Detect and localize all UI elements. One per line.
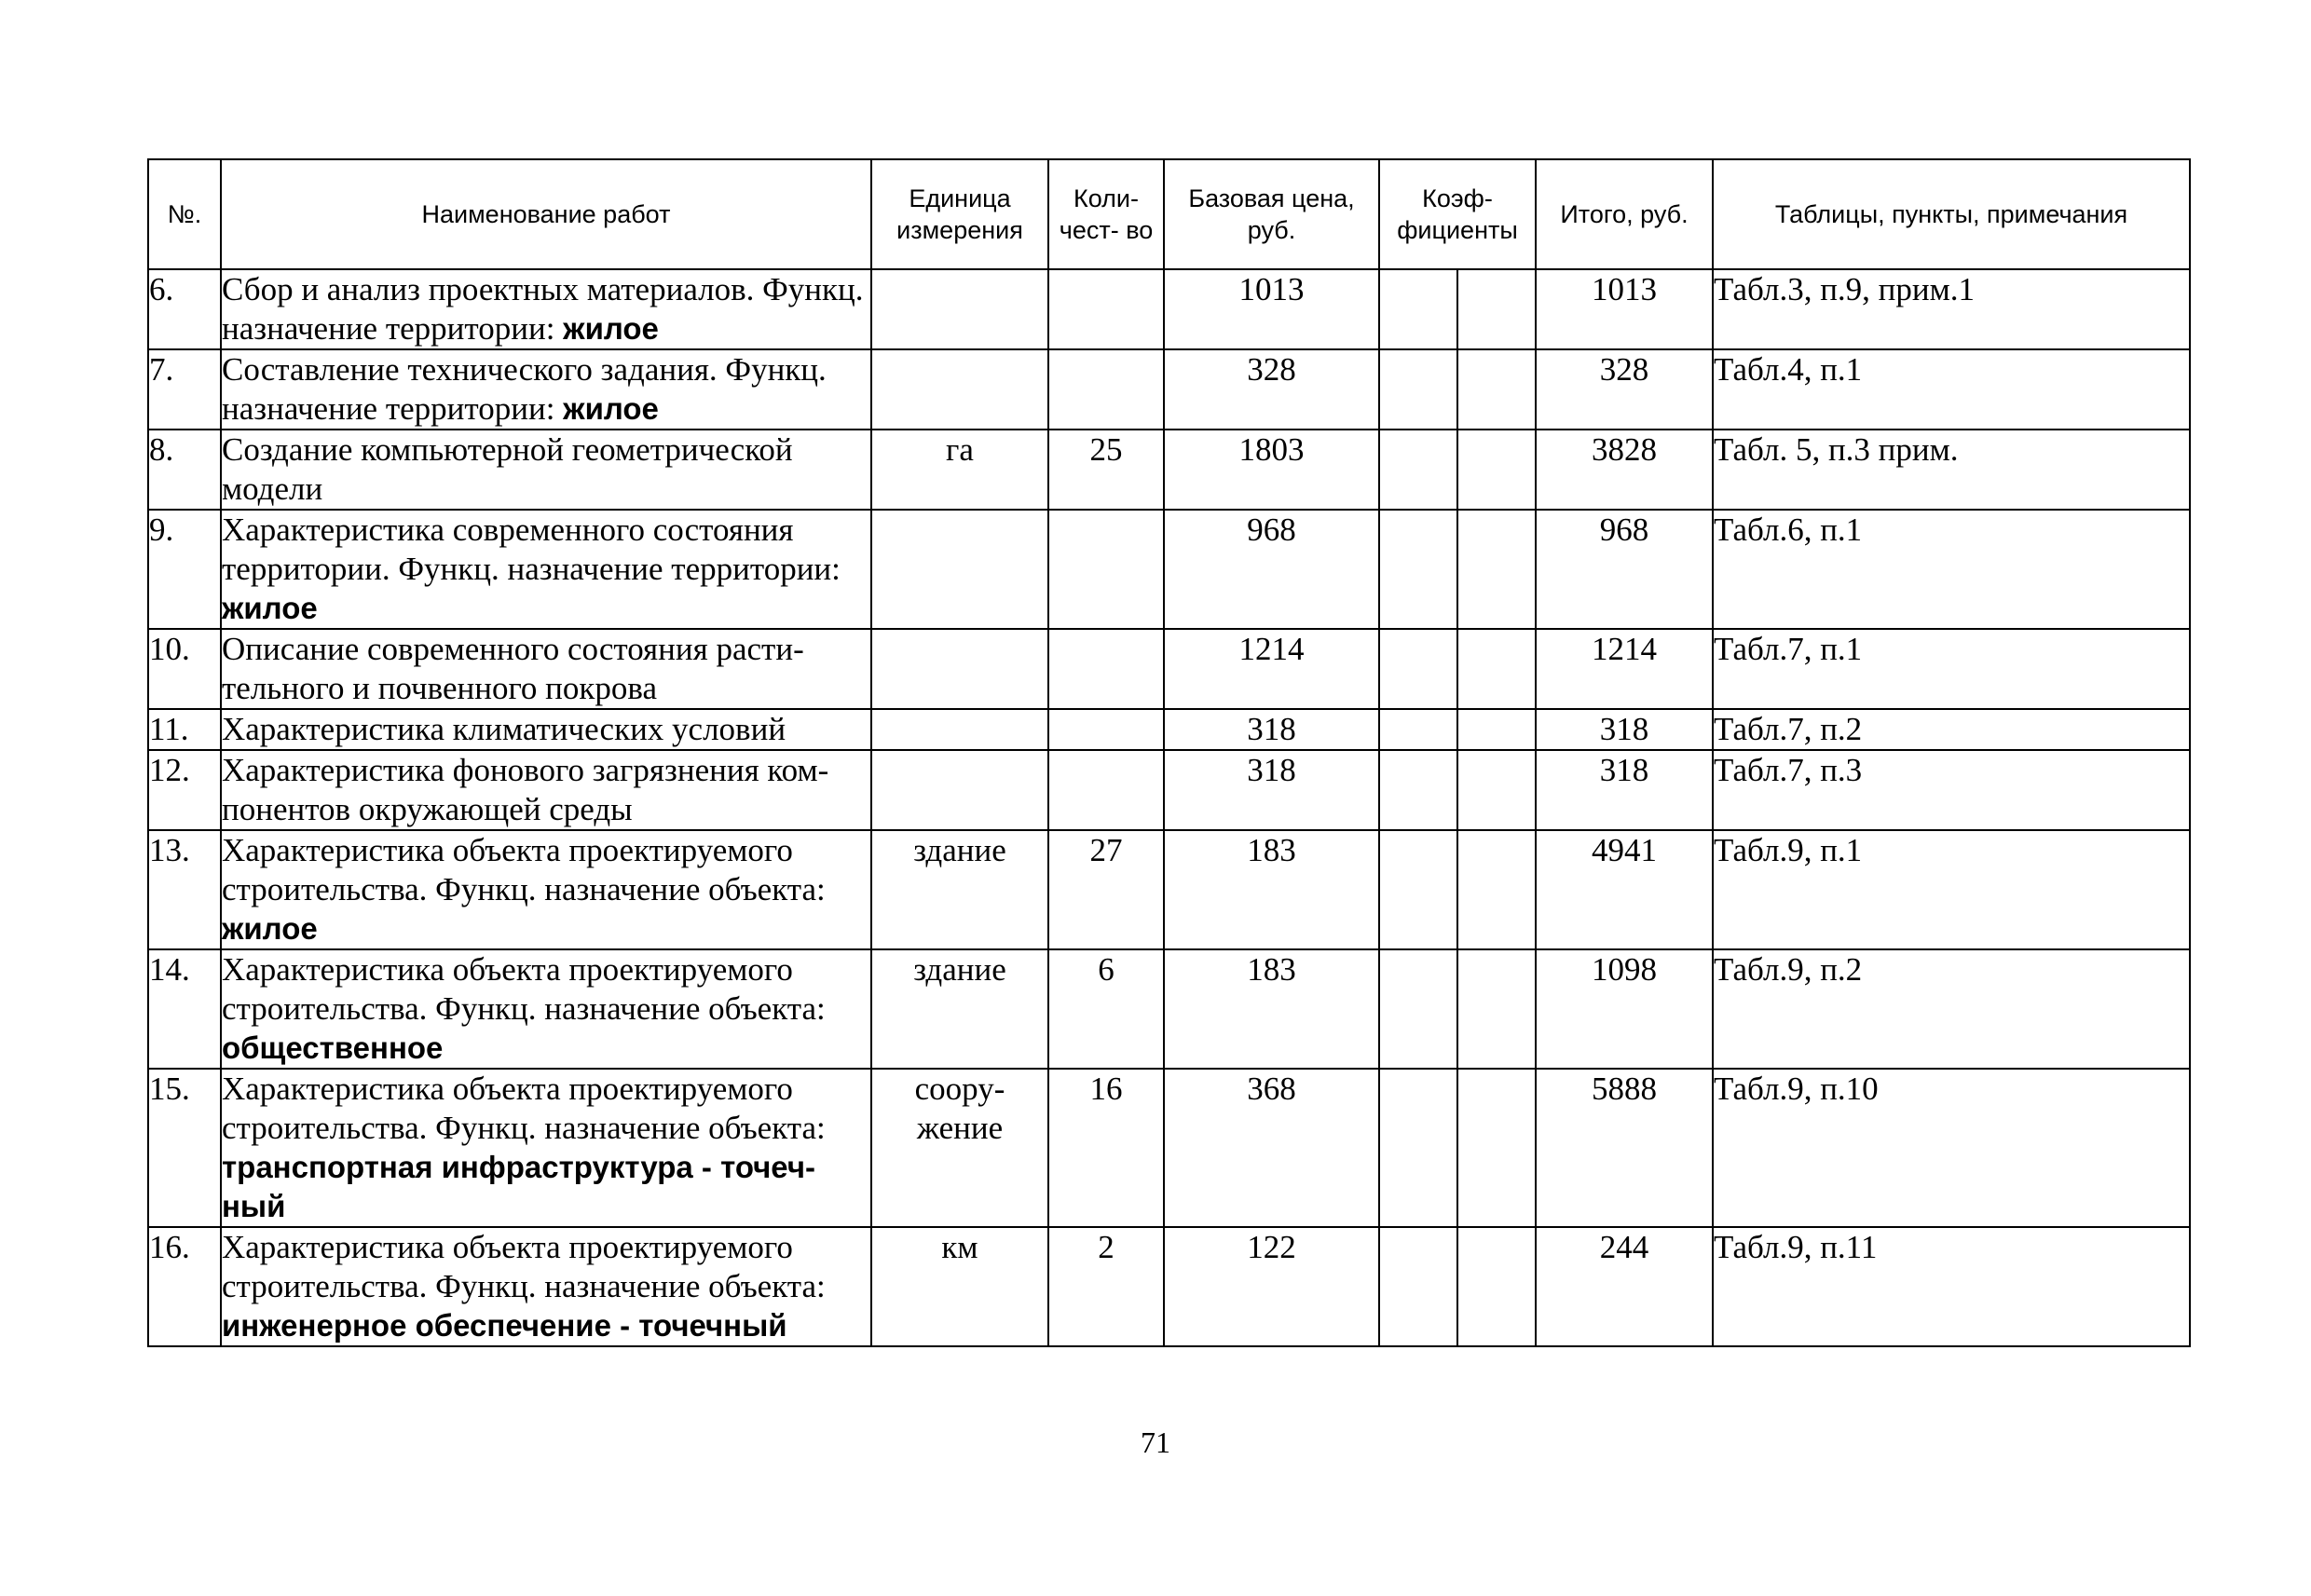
table-row	[148, 629, 2190, 709]
cell-unit: соору- жение	[871, 1069, 1048, 1227]
cell-unit: км	[871, 1227, 1048, 1346]
cell-qty: 27	[1048, 830, 1164, 949]
cell-num: 12.	[148, 750, 221, 830]
cell-total: 318	[1536, 750, 1713, 830]
table-row	[148, 510, 2190, 629]
cell-unit: здание	[871, 949, 1048, 1069]
cell-price: 1803	[1164, 430, 1379, 510]
cell-notes: Табл.9, п.11	[1713, 1227, 2190, 1346]
header-notes: Таблицы, пункты, примечания	[1713, 159, 2190, 269]
cell-num: 13.	[148, 830, 221, 949]
table-header-row	[148, 159, 2190, 269]
cell-price: 183	[1164, 830, 1379, 949]
cell-notes: Табл.9, п.2	[1713, 949, 2190, 1069]
cell-coef2	[1457, 430, 1536, 510]
cell-coef2	[1457, 629, 1536, 709]
cell-total: 4941	[1536, 830, 1713, 949]
cell-unit	[871, 269, 1048, 349]
cell-qty	[1048, 349, 1164, 430]
cell-price: 1013	[1164, 269, 1379, 349]
table-row	[148, 1069, 2190, 1227]
cell-coef1	[1379, 349, 1457, 430]
work-function-value: жилое	[563, 311, 659, 346]
cell-coef2	[1457, 830, 1536, 949]
table-row	[148, 1227, 2190, 1346]
cell-total: 1013	[1536, 269, 1713, 349]
cell-notes: Табл.9, п.1	[1713, 830, 2190, 949]
cell-total: 968	[1536, 510, 1713, 629]
table-row	[148, 830, 2190, 949]
cell-price: 122	[1164, 1227, 1379, 1346]
cell-qty: 16	[1048, 1069, 1164, 1227]
cell-notes: Табл.9, п.10	[1713, 1069, 2190, 1227]
cell-name	[221, 1069, 871, 1227]
work-name-text: Характеристика объекта проектируемого строительства. Функц. назначение объекта:	[222, 832, 826, 907]
cell-notes: Табл.7, п.3	[1713, 750, 2190, 830]
work-function-value: жилое	[222, 911, 318, 946]
cell-coef2	[1457, 709, 1536, 750]
header-unit: Единица измерения	[871, 159, 1048, 269]
cell-notes: Табл. 5, п.3 прим.	[1713, 430, 2190, 510]
cell-unit	[871, 709, 1048, 750]
work-function-value: инженерное обеспечение - точечный	[222, 1308, 787, 1343]
cell-coef2	[1457, 949, 1536, 1069]
cell-name	[221, 629, 871, 709]
table-row	[148, 430, 2190, 510]
cell-num: 8.	[148, 430, 221, 510]
cell-total: 1214	[1536, 629, 1713, 709]
cell-coef1	[1379, 709, 1457, 750]
table-row	[148, 750, 2190, 830]
header-price: Базовая цена, руб.	[1164, 159, 1379, 269]
cell-price: 968	[1164, 510, 1379, 629]
table-body	[148, 269, 2190, 1346]
cell-price: 1214	[1164, 629, 1379, 709]
cell-qty: 6	[1048, 949, 1164, 1069]
cell-total: 1098	[1536, 949, 1713, 1069]
header-total: Итого, руб.	[1536, 159, 1713, 269]
cell-name	[221, 510, 871, 629]
cell-coef1	[1379, 269, 1457, 349]
cell-qty	[1048, 269, 1164, 349]
cell-coef2	[1457, 750, 1536, 830]
cell-coef1	[1379, 430, 1457, 510]
header-qty: Коли- чест- во	[1048, 159, 1164, 269]
table-row	[148, 709, 2190, 750]
cell-total: 5888	[1536, 1069, 1713, 1227]
cell-name	[221, 830, 871, 949]
cell-price: 318	[1164, 750, 1379, 830]
cell-num: 6.	[148, 269, 221, 349]
cell-total: 244	[1536, 1227, 1713, 1346]
cell-num: 16.	[148, 1227, 221, 1346]
cell-notes: Табл.3, п.9, прим.1	[1713, 269, 2190, 349]
cell-qty: 2	[1048, 1227, 1164, 1346]
cell-notes: Табл.7, п.1	[1713, 629, 2190, 709]
work-name-text: Составление технического задания. Функц. назначение территории:	[222, 351, 827, 427]
work-function-value: общественное	[222, 1030, 444, 1065]
table-row	[148, 349, 2190, 430]
cell-coef1	[1379, 949, 1457, 1069]
header-name: Наименование работ	[221, 159, 871, 269]
cell-price: 368	[1164, 1069, 1379, 1227]
cell-unit	[871, 510, 1048, 629]
cell-coef1	[1379, 830, 1457, 949]
work-name-text: Характеристика объекта проектируемого строительства. Функц. назначение объекта:	[222, 951, 826, 1027]
cell-name	[221, 949, 871, 1069]
cell-coef1	[1379, 750, 1457, 830]
cell-coef2	[1457, 1069, 1536, 1227]
work-function-value: жилое	[563, 391, 659, 426]
header-coef: Коэф- фициенты	[1379, 159, 1536, 269]
table-row	[148, 949, 2190, 1069]
work-name-text: Характеристика фонового загрязнения ком- понентов окружающей среды	[222, 752, 829, 827]
cell-name	[221, 709, 871, 750]
cell-coef1	[1379, 629, 1457, 709]
work-function-value: жилое	[222, 591, 318, 625]
work-name-text: Характеристика климатических условий	[222, 711, 786, 747]
cell-num: 10.	[148, 629, 221, 709]
cell-total: 318	[1536, 709, 1713, 750]
cell-qty	[1048, 750, 1164, 830]
cell-coef1	[1379, 1069, 1457, 1227]
cell-name	[221, 430, 871, 510]
cell-notes: Табл.6, п.1	[1713, 510, 2190, 629]
cell-qty	[1048, 629, 1164, 709]
cell-coef1	[1379, 510, 1457, 629]
cell-price: 318	[1164, 709, 1379, 750]
cell-total: 3828	[1536, 430, 1713, 510]
work-name-text: Характеристика объекта проектируемого строительства. Функц. назначение объекта:	[222, 1071, 826, 1146]
cell-price: 183	[1164, 949, 1379, 1069]
cell-notes: Табл.4, п.1	[1713, 349, 2190, 430]
table-row	[148, 269, 2190, 349]
cell-coef2	[1457, 1227, 1536, 1346]
cell-coef2	[1457, 349, 1536, 430]
work-name-text: Характеристика современного состояния территории. Функц. назначение территории:	[222, 512, 841, 587]
cell-name	[221, 269, 871, 349]
cell-unit	[871, 750, 1048, 830]
cell-total: 328	[1536, 349, 1713, 430]
cell-unit	[871, 629, 1048, 709]
header-num: №.	[148, 159, 221, 269]
work-name-text: Создание компьютерной геометрической модели	[222, 431, 793, 507]
cell-coef2	[1457, 269, 1536, 349]
work-name-text: Характеристика объекта проектируемого строительства. Функц. назначение объекта:	[222, 1229, 826, 1304]
works-table	[147, 158, 2191, 1347]
cell-num: 7.	[148, 349, 221, 430]
cell-num: 11.	[148, 709, 221, 750]
cell-coef2	[1457, 510, 1536, 629]
cell-num: 9.	[148, 510, 221, 629]
page-number: 71	[1141, 1425, 1170, 1459]
cell-name	[221, 750, 871, 830]
cell-price: 328	[1164, 349, 1379, 430]
cell-qty: 25	[1048, 430, 1164, 510]
cell-name	[221, 349, 871, 430]
work-name-text: Описание современного состояния расти- тельного и почвенного покрова	[222, 631, 804, 706]
cell-num: 15.	[148, 1069, 221, 1227]
cell-unit: га	[871, 430, 1048, 510]
cell-num: 14.	[148, 949, 221, 1069]
cell-qty	[1048, 510, 1164, 629]
cell-unit: здание	[871, 830, 1048, 949]
cell-unit	[871, 349, 1048, 430]
cell-notes: Табл.7, п.2	[1713, 709, 2190, 750]
work-function-value: транспортная инфраструктура - точеч- ный	[222, 1150, 815, 1223]
cell-qty	[1048, 709, 1164, 750]
cell-coef1	[1379, 1227, 1457, 1346]
work-name-text: Сбор и анализ проектных материалов. Функц. назначение территории:	[222, 271, 864, 347]
cell-name	[221, 1227, 871, 1346]
